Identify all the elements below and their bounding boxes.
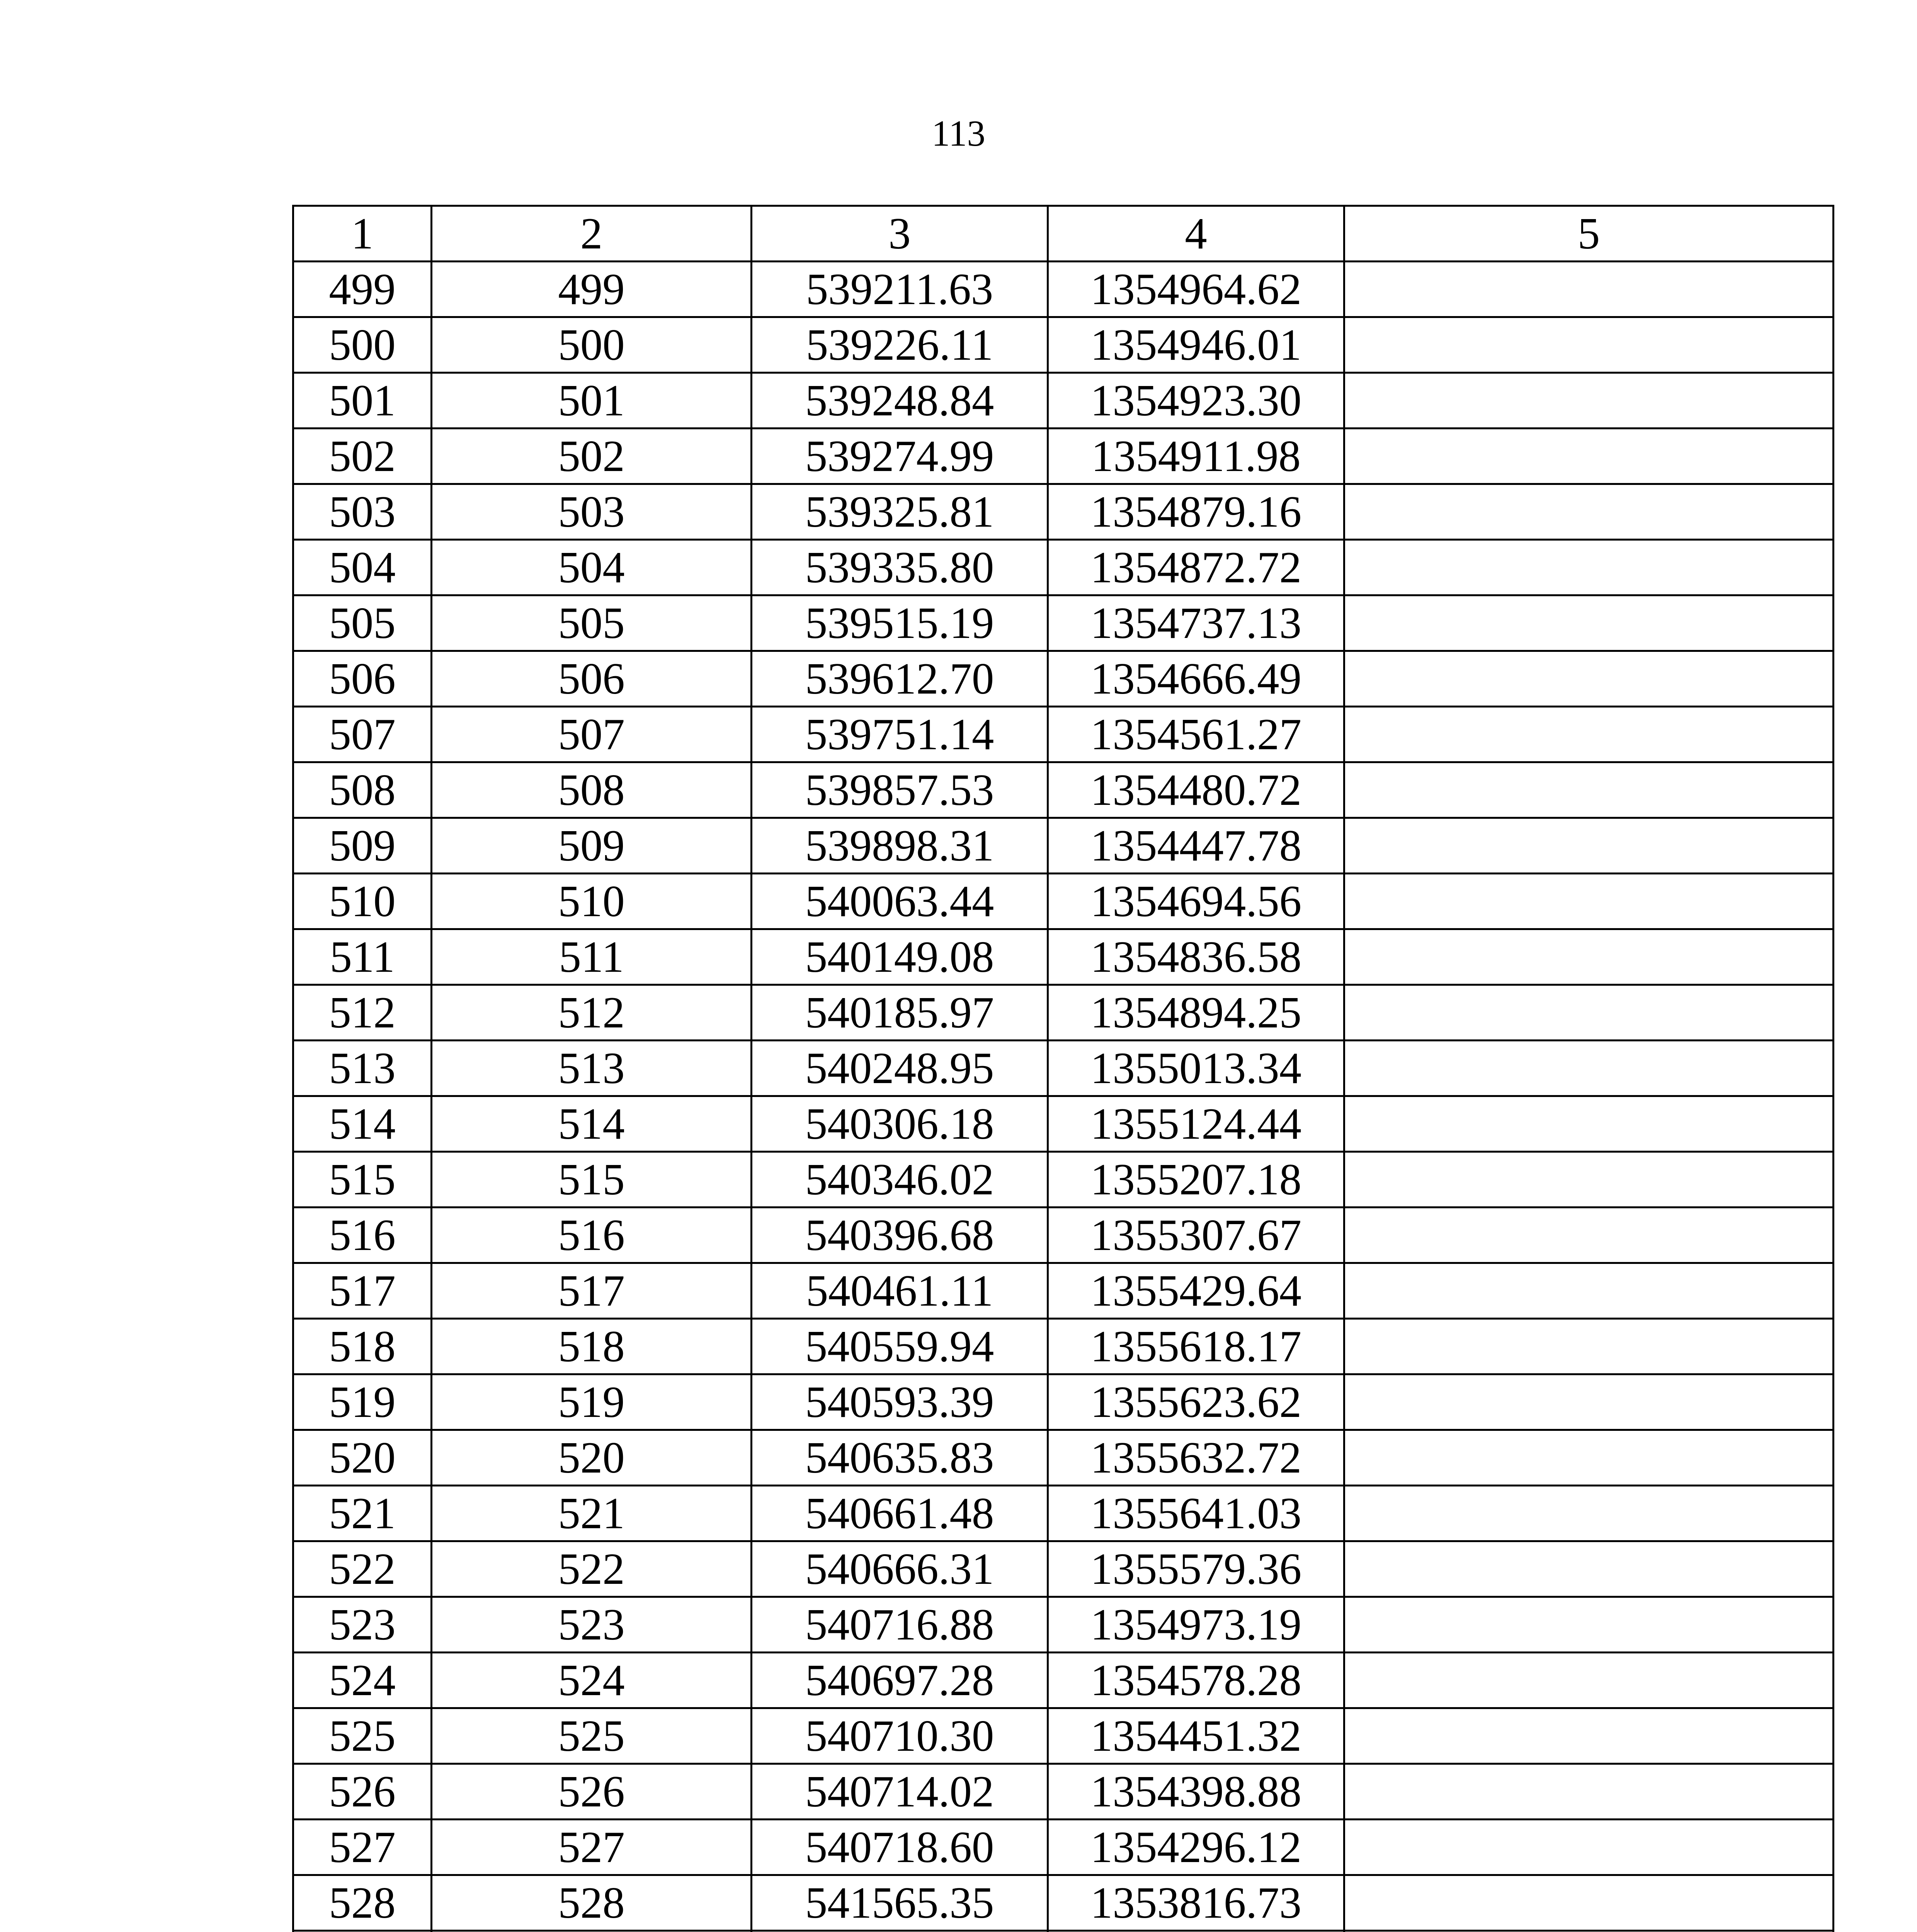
y-cell: 1353816.73	[1048, 1875, 1344, 1931]
number-cell: 525	[293, 1708, 432, 1764]
table-row	[293, 1208, 1834, 1263]
y-cell: 1354480.72	[1048, 762, 1344, 818]
x-cell: 540666.31	[752, 1541, 1048, 1597]
note-cell	[1344, 1430, 1834, 1486]
note-cell	[1344, 818, 1834, 874]
point-designation-cell: 515	[432, 1152, 752, 1208]
x-cell: 540714.02	[752, 1764, 1048, 1820]
point-designation-cell: 516	[432, 1208, 752, 1263]
point-designation-cell: 511	[432, 929, 752, 985]
x-cell: 539857.53	[752, 762, 1048, 818]
x-cell: 540149.08	[752, 929, 1048, 985]
table-row	[293, 762, 1834, 818]
point-designation-cell: 522	[432, 1541, 752, 1597]
note-cell: 5	[1344, 206, 1834, 262]
note-cell	[1344, 762, 1834, 818]
note-cell	[1344, 1820, 1834, 1875]
y-cell: 1354973.19	[1048, 1597, 1344, 1653]
x-cell: 540306.18	[752, 1096, 1048, 1152]
x-cell: 540346.02	[752, 1152, 1048, 1208]
point-designation-cell: 521	[432, 1486, 752, 1541]
table-row	[293, 1263, 1834, 1319]
table-row	[293, 262, 1834, 317]
point-designation-cell: 514	[432, 1096, 752, 1152]
x-cell: 540461.11	[752, 1263, 1048, 1319]
note-cell	[1344, 373, 1834, 429]
point-designation-cell: 519	[432, 1374, 752, 1430]
note-cell	[1344, 1319, 1834, 1374]
y-cell: 1355641.03	[1048, 1486, 1344, 1541]
point-designation-cell: 518	[432, 1319, 752, 1374]
number-cell: 519	[293, 1374, 432, 1430]
x-cell: 540716.88	[752, 1597, 1048, 1653]
number-cell: 500	[293, 317, 432, 373]
x-cell: 540661.48	[752, 1486, 1048, 1541]
x-cell: 540063.44	[752, 874, 1048, 929]
number-cell: 524	[293, 1653, 432, 1708]
number-cell: 503	[293, 484, 432, 540]
x-cell: 540593.39	[752, 1374, 1048, 1430]
number-cell: 508	[293, 762, 432, 818]
table-row	[293, 1875, 1834, 1931]
note-cell	[1344, 1152, 1834, 1208]
x-cell: 540718.60	[752, 1820, 1048, 1875]
x-cell: 539898.31	[752, 818, 1048, 874]
table-row	[293, 818, 1834, 874]
y-cell: 1355623.62	[1048, 1374, 1344, 1430]
point-designation-cell: 504	[432, 540, 752, 595]
point-designation-cell: 509	[432, 818, 752, 874]
table-row	[293, 1653, 1834, 1708]
table-row	[293, 929, 1834, 985]
point-designation-cell: 505	[432, 595, 752, 651]
x-cell: 539751.14	[752, 707, 1048, 762]
note-cell	[1344, 929, 1834, 985]
note-cell	[1344, 1486, 1834, 1541]
note-cell	[1344, 540, 1834, 595]
x-cell: 540559.94	[752, 1319, 1048, 1374]
x-cell: 540185.97	[752, 985, 1048, 1041]
y-cell: 1354561.27	[1048, 707, 1344, 762]
note-cell	[1344, 1263, 1834, 1319]
note-cell	[1344, 1764, 1834, 1820]
x-cell: 541565.35	[752, 1875, 1048, 1931]
number-cell: 1	[293, 206, 432, 262]
x-cell: 540635.83	[752, 1430, 1048, 1486]
x-cell: 539248.84	[752, 373, 1048, 429]
number-cell: 518	[293, 1319, 432, 1374]
number-cell: 515	[293, 1152, 432, 1208]
y-cell: 1354946.01	[1048, 317, 1344, 373]
table-row	[293, 373, 1834, 429]
note-cell	[1344, 651, 1834, 707]
y-cell: 1355013.34	[1048, 1041, 1344, 1096]
y-cell: 1354578.28	[1048, 1653, 1344, 1708]
number-cell: 499	[293, 262, 432, 317]
note-cell	[1344, 595, 1834, 651]
note-cell	[1344, 1653, 1834, 1708]
number-cell: 509	[293, 818, 432, 874]
x-cell: 540697.28	[752, 1653, 1048, 1708]
y-cell: 1355207.18	[1048, 1152, 1344, 1208]
y-cell: 1354923.30	[1048, 373, 1344, 429]
x-cell: 540248.95	[752, 1041, 1048, 1096]
point-designation-cell: 524	[432, 1653, 752, 1708]
table-row	[293, 1820, 1834, 1875]
note-cell	[1344, 317, 1834, 373]
point-designation-cell: 528	[432, 1875, 752, 1931]
x-cell: 540710.30	[752, 1708, 1048, 1764]
point-designation-cell: 2	[432, 206, 752, 262]
number-cell: 523	[293, 1597, 432, 1653]
number-cell: 527	[293, 1820, 432, 1875]
point-designation-cell: 506	[432, 651, 752, 707]
y-cell: 1354894.25	[1048, 985, 1344, 1041]
point-designation-cell: 520	[432, 1430, 752, 1486]
y-cell: 1355632.72	[1048, 1430, 1344, 1486]
note-cell	[1344, 1041, 1834, 1096]
note-cell	[1344, 1708, 1834, 1764]
y-cell: 1354296.12	[1048, 1820, 1344, 1875]
note-cell	[1344, 484, 1834, 540]
y-cell: 1354398.88	[1048, 1764, 1344, 1820]
table-row	[293, 874, 1834, 929]
column-number-row	[293, 206, 1834, 262]
point-designation-cell: 507	[432, 707, 752, 762]
note-cell	[1344, 707, 1834, 762]
x-cell: 539226.11	[752, 317, 1048, 373]
y-cell: 1354737.13	[1048, 595, 1344, 651]
y-cell: 1354836.58	[1048, 929, 1344, 985]
point-designation-cell: 503	[432, 484, 752, 540]
table-row	[293, 1931, 1834, 1932]
x-cell: 539335.80	[752, 540, 1048, 595]
page-number: 113	[932, 113, 985, 154]
number-cell: 513	[293, 1041, 432, 1096]
point-designation-cell: 502	[432, 429, 752, 484]
table-row	[293, 1541, 1834, 1597]
point-designation-cell: 501	[432, 373, 752, 429]
number-cell: 516	[293, 1208, 432, 1263]
table-row	[293, 1041, 1834, 1096]
y-cell: 1354911.98	[1048, 429, 1344, 484]
y-cell: 1354447.78	[1048, 818, 1344, 874]
y-cell: 1355618.17	[1048, 1319, 1344, 1374]
table-row	[293, 1152, 1834, 1208]
number-cell: 520	[293, 1430, 432, 1486]
table-row	[293, 1597, 1834, 1653]
note-cell	[1344, 874, 1834, 929]
table-row	[293, 595, 1834, 651]
number-cell: 504	[293, 540, 432, 595]
table-row	[293, 1374, 1834, 1430]
x-cell: 539211.63	[752, 262, 1048, 317]
number-cell: 521	[293, 1486, 432, 1541]
y-cell: 1355124.44	[1048, 1096, 1344, 1152]
number-cell: 526	[293, 1764, 432, 1820]
number-cell: 510	[293, 874, 432, 929]
point-designation-cell: 508	[432, 762, 752, 818]
number-cell: 505	[293, 595, 432, 651]
x-cell: 539612.70	[752, 651, 1048, 707]
note-cell	[1344, 1931, 1834, 1932]
y-cell: 1354694.56	[1048, 874, 1344, 929]
note-cell	[1344, 429, 1834, 484]
coordinates-table-continued	[292, 205, 1834, 1932]
y-cell: 1355429.64	[1048, 1263, 1344, 1319]
y-cell: 1354451.32	[1048, 1708, 1344, 1764]
x-cell: 540396.68	[752, 1208, 1048, 1263]
note-cell	[1344, 1374, 1834, 1430]
table-row	[293, 484, 1834, 540]
x-cell	[752, 1931, 1048, 1932]
y-cell: 1354666.49	[1048, 651, 1344, 707]
point-designation-cell: 525	[432, 1708, 752, 1764]
y-cell: 1355579.36	[1048, 1541, 1344, 1597]
x-cell: 539274.99	[752, 429, 1048, 484]
note-cell	[1344, 1541, 1834, 1597]
number-cell: 512	[293, 985, 432, 1041]
note-cell	[1344, 262, 1834, 317]
number-cell: 514	[293, 1096, 432, 1152]
y-cell: 4	[1048, 206, 1344, 262]
table-row	[293, 429, 1834, 484]
point-designation-cell: 500	[432, 317, 752, 373]
number-cell	[293, 1931, 432, 1932]
number-cell: 507	[293, 707, 432, 762]
x-cell: 539325.81	[752, 484, 1048, 540]
point-designation-cell: 526	[432, 1764, 752, 1820]
number-cell: 517	[293, 1263, 432, 1319]
table-row	[293, 707, 1834, 762]
point-designation-cell: 512	[432, 985, 752, 1041]
table-row	[293, 1486, 1834, 1541]
point-designation-cell: 523	[432, 1597, 752, 1653]
note-cell	[1344, 1597, 1834, 1653]
note-cell	[1344, 1208, 1834, 1263]
table-row	[293, 651, 1834, 707]
table-row	[293, 317, 1834, 373]
note-cell	[1344, 985, 1834, 1041]
table-row	[293, 1430, 1834, 1486]
number-cell: 501	[293, 373, 432, 429]
point-designation-cell: 510	[432, 874, 752, 929]
table-row	[293, 985, 1834, 1041]
x-cell: 539515.19	[752, 595, 1048, 651]
point-designation-cell: 527	[432, 1820, 752, 1875]
point-designation-cell: 499	[432, 262, 752, 317]
table-row	[293, 1096, 1834, 1152]
y-cell: 1354872.72	[1048, 540, 1344, 595]
point-designation-cell: 513	[432, 1041, 752, 1096]
point-designation-cell	[432, 1931, 752, 1932]
table-row	[293, 1319, 1834, 1374]
number-cell: 511	[293, 929, 432, 985]
table-row	[293, 1764, 1834, 1820]
number-cell: 502	[293, 429, 432, 484]
number-cell: 528	[293, 1875, 432, 1931]
number-cell: 506	[293, 651, 432, 707]
point-designation-cell: 517	[432, 1263, 752, 1319]
note-cell	[1344, 1096, 1834, 1152]
y-cell: 1355307.67	[1048, 1208, 1344, 1263]
x-cell: 3	[752, 206, 1048, 262]
table-row	[293, 1708, 1834, 1764]
y-cell	[1048, 1931, 1344, 1932]
table-row	[293, 540, 1834, 595]
note-cell	[1344, 1875, 1834, 1931]
y-cell: 1354879.16	[1048, 484, 1344, 540]
y-cell: 1354964.62	[1048, 262, 1344, 317]
number-cell: 522	[293, 1541, 432, 1597]
